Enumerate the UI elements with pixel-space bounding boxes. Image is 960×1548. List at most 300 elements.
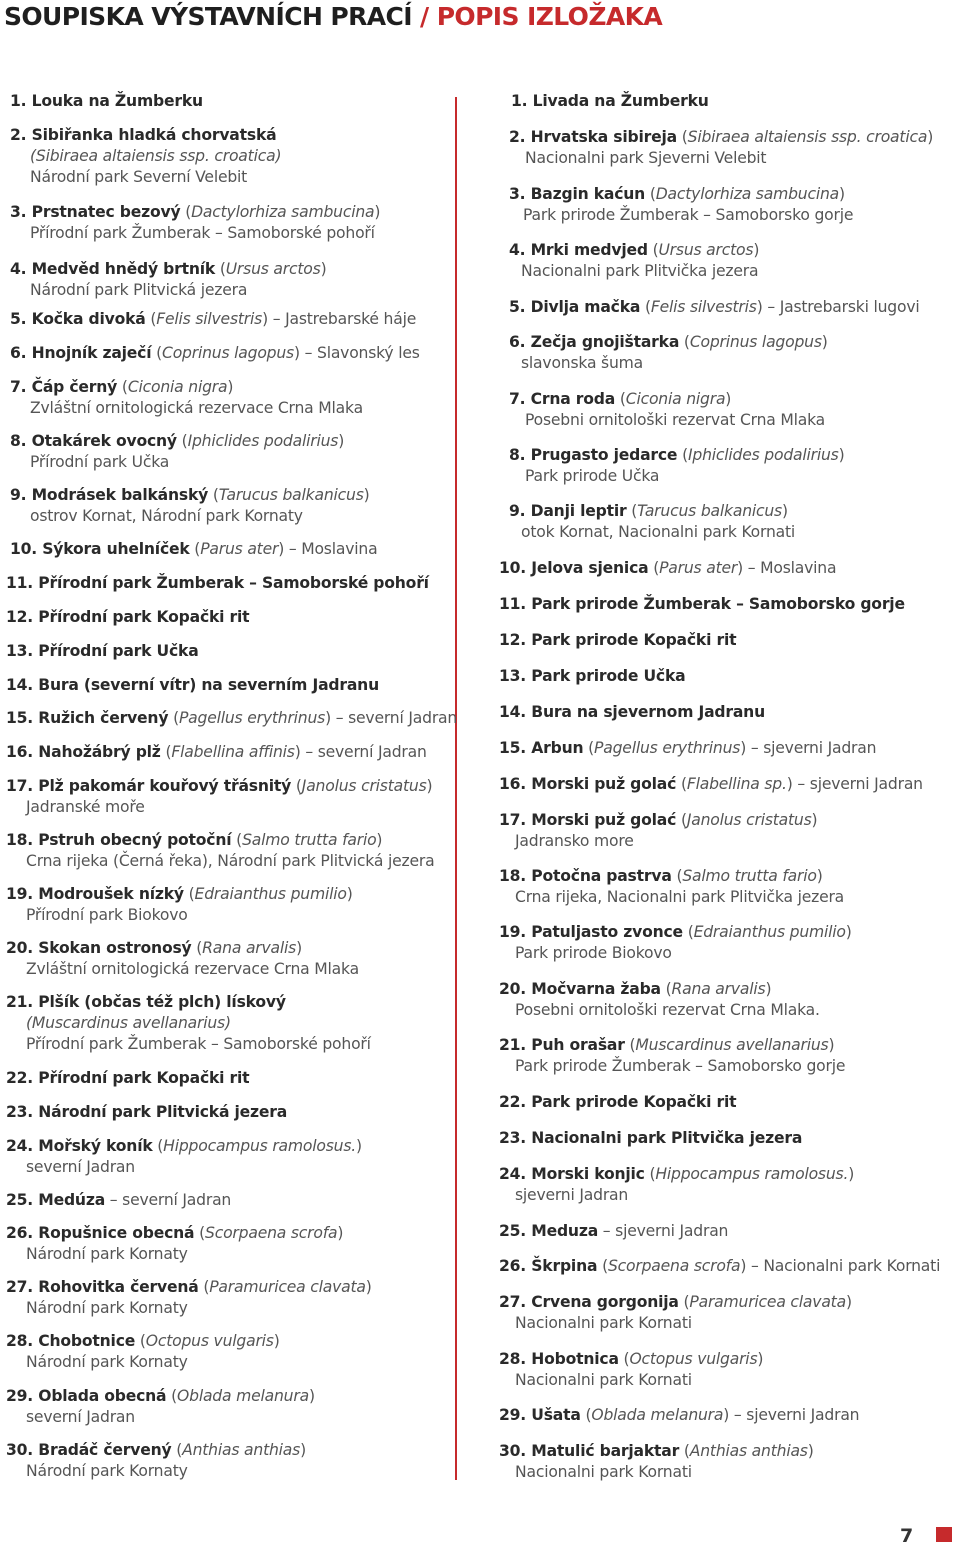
item-number: 26. bbox=[499, 1257, 527, 1275]
latin-name: Oblada melanura bbox=[177, 1387, 309, 1405]
item-detail: Zvláštní ornitologická rezervace Crna Mlaka bbox=[30, 399, 363, 417]
item-name: Škrpina bbox=[531, 1257, 598, 1275]
item-title bbox=[499, 559, 648, 577]
cz-item-10 bbox=[10, 538, 377, 560]
item-name: Medúza bbox=[38, 1191, 106, 1209]
latin-name-wrapper: (Anthias anthias) bbox=[683, 1442, 814, 1460]
item-title bbox=[6, 676, 379, 694]
latin-name-wrapper: (Dactylorhiza sambucina) bbox=[649, 185, 845, 203]
latin-name-wrapper: (Rana arvalis) bbox=[196, 939, 302, 957]
hr-item-16 bbox=[499, 773, 923, 795]
hr-item-20 bbox=[499, 978, 771, 1000]
item-title bbox=[509, 241, 648, 259]
item-name: Chobotnice bbox=[38, 1332, 136, 1350]
item-detail: (Muscardinus avellanarius) bbox=[26, 1014, 231, 1032]
item-number: 21. bbox=[499, 1036, 527, 1054]
item-number: 27. bbox=[499, 1293, 527, 1311]
item-title bbox=[10, 203, 180, 221]
hr-item-11 bbox=[499, 593, 905, 615]
hr-item-1 bbox=[511, 90, 709, 112]
latin-name-wrapper: (Tarucus balkanicus) bbox=[212, 486, 370, 504]
item-title bbox=[509, 446, 677, 464]
item-detail: severní Jadran bbox=[26, 1408, 135, 1426]
item-number: 25. bbox=[499, 1222, 527, 1240]
item-detail: Crna rijeka, Nacionalni park Plitvička jezera bbox=[515, 888, 845, 906]
latin-name-wrapper: (Salmo trutta fario) bbox=[676, 867, 823, 885]
latin-name: Octopus vulgaris bbox=[145, 1332, 274, 1350]
item-name: Potočna pastrva bbox=[531, 867, 672, 885]
item-title bbox=[6, 1224, 194, 1242]
item-name: Pstruh obecný potoční bbox=[38, 831, 232, 849]
hr-item-8 bbox=[509, 444, 845, 466]
item-name: Otakárek ovocný bbox=[31, 432, 177, 450]
item-number: 19. bbox=[499, 923, 527, 941]
hr-item-13 bbox=[499, 665, 685, 687]
item-title bbox=[10, 310, 146, 328]
item-detail: Národní park Kornaty bbox=[26, 1462, 188, 1480]
item-number: 15. bbox=[499, 739, 527, 757]
latin-name-wrapper: (Octopus vulgaris) bbox=[139, 1332, 280, 1350]
item-name: Arbun bbox=[531, 739, 584, 757]
item-name: Patuljasto zvonce bbox=[531, 923, 683, 941]
cz-item-7 bbox=[10, 376, 233, 398]
latin-name: Coprinus lagopus bbox=[162, 344, 294, 362]
item-detail: otok Kornat, Nacionalni park Kornati bbox=[521, 523, 796, 541]
latin-name: Anthias anthias bbox=[689, 1442, 808, 1460]
item-number: 6. bbox=[509, 333, 526, 351]
item-number: 23. bbox=[499, 1129, 527, 1147]
item-location-inline: – Nacionalni park Kornati bbox=[750, 1257, 941, 1275]
item-detail: Park prirode Žumberak – Samoborsko gorje bbox=[515, 1057, 846, 1075]
latin-name-wrapper: (Felis silvestris) bbox=[644, 298, 763, 316]
hr-item-4 bbox=[509, 239, 759, 261]
item-number: 10. bbox=[10, 540, 38, 558]
hr-item-5 bbox=[509, 296, 920, 318]
item-detail: Jadransko more bbox=[515, 832, 634, 850]
item-name: Sýkora uhelníček bbox=[42, 540, 190, 558]
item-name: Plž pakomár kouřový třásnitý bbox=[38, 777, 292, 795]
item-title bbox=[6, 1387, 166, 1405]
item-number: 24. bbox=[499, 1165, 527, 1183]
item-name: Crna roda bbox=[530, 390, 616, 408]
item-title bbox=[10, 344, 151, 362]
item-number: 14. bbox=[499, 703, 527, 721]
item-title bbox=[6, 831, 231, 849]
item-name: Mořský koník bbox=[38, 1137, 153, 1155]
item-title bbox=[499, 1165, 645, 1183]
latin-name: Dactylorhiza sambucina bbox=[191, 203, 375, 221]
item-number: 1. bbox=[10, 92, 27, 110]
item-location-inline: – Jastrebarski lugovi bbox=[767, 298, 920, 316]
latin-name: Flabellina affinis bbox=[171, 743, 295, 761]
item-title bbox=[10, 432, 177, 450]
latin-name: Octopus vulgaris bbox=[629, 1350, 758, 1368]
item-name: Zečja gnojištarka bbox=[530, 333, 680, 351]
item-title bbox=[6, 1103, 287, 1121]
item-name: Skokan ostronosý bbox=[38, 939, 192, 957]
item-number: 20. bbox=[6, 939, 34, 957]
cz-item-18 bbox=[6, 829, 382, 851]
hr-item-18 bbox=[499, 865, 823, 887]
item-title bbox=[6, 574, 429, 592]
item-title bbox=[499, 1442, 679, 1460]
cz-item-8 bbox=[10, 430, 344, 452]
item-title bbox=[6, 1332, 135, 1350]
item-number: 7. bbox=[10, 378, 27, 396]
item-title bbox=[499, 1293, 679, 1311]
item-name: Park prirode Kopački rit bbox=[531, 631, 737, 649]
item-title bbox=[499, 1129, 802, 1147]
latin-name: Janolus cristatus bbox=[301, 777, 427, 795]
item-number: 20. bbox=[499, 980, 527, 998]
item-name: Přírodní park Žumberak – Samoborské pohoří bbox=[38, 574, 429, 592]
item-number: 9. bbox=[509, 502, 526, 520]
item-location-inline: – sjeverni Jadran bbox=[602, 1222, 729, 1240]
item-detail: Posebni ornitološki rezervat Crna Mlaka. bbox=[515, 1001, 820, 1019]
item-detail: Nacionalni park Plitvička jezera bbox=[521, 262, 759, 280]
item-name: Močvarna žaba bbox=[531, 980, 661, 998]
hr-item-17 bbox=[499, 809, 817, 831]
item-title bbox=[6, 709, 168, 727]
item-title bbox=[509, 390, 615, 408]
cz-item-21 bbox=[6, 991, 286, 1013]
latin-name-wrapper: (Ursus arctos) bbox=[652, 241, 760, 259]
item-title bbox=[6, 777, 291, 795]
item-detail: sjeverni Jadran bbox=[515, 1186, 629, 1204]
cz-item-3 bbox=[10, 201, 380, 223]
item-name: Nahožábrý plž bbox=[38, 743, 161, 761]
item-detail: Nacionalni park Kornati bbox=[515, 1314, 692, 1332]
item-number: 24. bbox=[6, 1137, 34, 1155]
item-number: 30. bbox=[499, 1442, 527, 1460]
latin-name-wrapper: (Octopus vulgaris) bbox=[623, 1350, 764, 1368]
red-square-marker bbox=[936, 1527, 952, 1542]
latin-name-wrapper: (Parus ater) bbox=[653, 559, 743, 577]
item-title bbox=[499, 980, 661, 998]
latin-name-wrapper: (Janolus cristatus) bbox=[295, 777, 433, 795]
latin-name: Coprinus lagopus bbox=[689, 333, 822, 351]
latin-name-wrapper: (Ursus arctos) bbox=[219, 260, 327, 278]
item-name: Crvena gorgonija bbox=[531, 1293, 679, 1311]
item-detail: Nacionalni park Kornati bbox=[515, 1371, 692, 1389]
item-name: Morski puž golać bbox=[531, 811, 677, 829]
cz-item-17 bbox=[6, 775, 432, 797]
hr-item-22 bbox=[499, 1091, 736, 1113]
item-name: Puh orašar bbox=[531, 1036, 625, 1054]
cz-item-22 bbox=[6, 1067, 249, 1089]
cz-item-16 bbox=[6, 741, 427, 763]
item-title bbox=[499, 775, 676, 793]
hr-item-19 bbox=[499, 921, 852, 943]
latin-name: Ursus arctos bbox=[658, 241, 754, 259]
item-title bbox=[499, 1350, 619, 1368]
item-number: 4. bbox=[509, 241, 526, 259]
item-location-inline: – Slavonský les bbox=[304, 344, 420, 362]
item-number: 25. bbox=[6, 1191, 34, 1209]
item-title bbox=[10, 260, 215, 278]
item-title bbox=[6, 939, 192, 957]
item-title bbox=[511, 92, 709, 110]
item-title bbox=[499, 739, 583, 757]
latin-name-wrapper: (Tarucus balkanicus) bbox=[631, 502, 788, 520]
item-title bbox=[499, 1093, 736, 1111]
latin-name: Pagellus erythrinus bbox=[178, 709, 326, 727]
item-title bbox=[499, 923, 683, 941]
latin-name-wrapper: (Scorpaena scrofa) bbox=[199, 1224, 344, 1242]
item-name: Morski puž golać bbox=[531, 775, 677, 793]
item-detail: Zvláštní ornitologická rezervace Crna Mlaka bbox=[26, 960, 359, 978]
hr-item-27 bbox=[499, 1291, 852, 1313]
latin-name-wrapper: (Oblada melanura) bbox=[585, 1406, 730, 1424]
item-number: 23. bbox=[6, 1103, 34, 1121]
item-location-inline: – sjeverni Jadran bbox=[733, 1406, 860, 1424]
cz-item-4 bbox=[10, 258, 326, 280]
cz-item-14 bbox=[6, 674, 379, 696]
hr-item-21 bbox=[499, 1034, 834, 1056]
hr-item-10 bbox=[499, 557, 836, 579]
item-number: 14. bbox=[6, 676, 34, 694]
item-name: Louka na Žumberku bbox=[31, 92, 203, 110]
latin-name-wrapper: (Sibiraea altaiensis ssp. croatica) bbox=[681, 128, 934, 146]
item-title bbox=[499, 667, 685, 685]
latin-name: Tarucus balkanicus bbox=[637, 502, 782, 520]
item-name: Bura (severní vítr) na severním Jadranu bbox=[38, 676, 379, 694]
latin-name-wrapper: (Janolus cristatus) bbox=[680, 811, 818, 829]
item-number: 19. bbox=[6, 885, 34, 903]
latin-name: Salmo trutta fario bbox=[242, 831, 377, 849]
item-location-inline: – severní Jadran bbox=[305, 743, 427, 761]
item-number: 13. bbox=[6, 642, 34, 660]
latin-name: Pagellus erythrinus bbox=[594, 739, 741, 757]
cz-item-15 bbox=[6, 707, 457, 729]
item-title bbox=[499, 1257, 597, 1275]
item-name: Prugasto jedarce bbox=[530, 446, 678, 464]
latin-name: Parus ater bbox=[659, 559, 738, 577]
item-title bbox=[499, 595, 905, 613]
item-number: 28. bbox=[6, 1332, 34, 1350]
item-detail: Přírodní park Učka bbox=[30, 453, 170, 471]
item-name: Plšík (občas též plch) lískový bbox=[38, 993, 286, 1011]
cz-item-23 bbox=[6, 1101, 287, 1123]
item-number: 11. bbox=[6, 574, 34, 592]
hr-item-2 bbox=[509, 126, 933, 148]
item-name: Park prirode Kopački rit bbox=[531, 1093, 737, 1111]
item-title bbox=[6, 1278, 199, 1296]
cz-item-5 bbox=[10, 308, 416, 330]
item-title bbox=[10, 378, 117, 396]
hr-item-6 bbox=[509, 331, 828, 353]
latin-name-wrapper: (Ciconia nigra) bbox=[619, 390, 732, 408]
cz-item-13 bbox=[6, 640, 199, 662]
item-location-inline: – severní Jadran bbox=[109, 1191, 232, 1209]
hr-item-9 bbox=[509, 500, 788, 522]
item-number: 8. bbox=[10, 432, 27, 450]
page-number: 7 bbox=[900, 1525, 914, 1547]
item-title bbox=[509, 298, 640, 316]
item-title bbox=[10, 92, 203, 110]
cz-item-2 bbox=[10, 124, 276, 146]
item-name: Modroušek nízký bbox=[38, 885, 184, 903]
latin-name-wrapper: (Coprinus lagopus) bbox=[683, 333, 828, 351]
item-name: Bradáč červený bbox=[38, 1441, 172, 1459]
item-detail: severní Jadran bbox=[26, 1158, 135, 1176]
item-location-inline: – Moslavina bbox=[747, 559, 837, 577]
latin-name-wrapper: (Coprinus lagopus) bbox=[156, 344, 300, 362]
item-number: 21. bbox=[6, 993, 34, 1011]
cz-item-28 bbox=[6, 1330, 280, 1352]
item-number: 29. bbox=[499, 1406, 527, 1424]
item-title bbox=[10, 540, 190, 558]
latin-name-wrapper: (Edraianthus pumilio) bbox=[687, 923, 852, 941]
item-number: 28. bbox=[499, 1350, 527, 1368]
item-number: 26. bbox=[6, 1224, 34, 1242]
item-number: 29. bbox=[6, 1387, 34, 1405]
item-name: Oblada obecná bbox=[38, 1387, 167, 1405]
item-name: Rohovitka červená bbox=[38, 1278, 199, 1296]
latin-name: Paramuricea clavata bbox=[209, 1278, 366, 1296]
item-detail: Nacionalni park Sjeverni Velebit bbox=[525, 149, 767, 167]
item-title bbox=[499, 867, 672, 885]
item-name: Bazgin kaćun bbox=[530, 185, 646, 203]
item-number: 11. bbox=[499, 595, 527, 613]
item-detail: Park prirode Žumberak – Samoborsko gorje bbox=[523, 206, 854, 224]
latin-name: Hippocampus ramolosus. bbox=[655, 1165, 849, 1183]
item-name: Bura na sjevernom Jadranu bbox=[531, 703, 765, 721]
cz-item-6 bbox=[10, 342, 420, 364]
item-title bbox=[509, 128, 677, 146]
item-location-inline: – sjeverni Jadran bbox=[750, 739, 877, 757]
item-detail: Národní park Kornaty bbox=[26, 1353, 188, 1371]
latin-name-wrapper: (Muscardinus avellanarius) bbox=[629, 1036, 835, 1054]
item-detail: Národní park Plitvická jezera bbox=[30, 281, 248, 299]
item-number: 5. bbox=[10, 310, 27, 328]
item-name: Přírodní park Učka bbox=[38, 642, 199, 660]
latin-name: Iphiclides podalirius bbox=[187, 432, 339, 450]
item-number: 15. bbox=[6, 709, 34, 727]
cz-item-11 bbox=[6, 572, 429, 594]
item-detail: Jadranské moře bbox=[26, 798, 145, 816]
item-name: Hrvatska sibireja bbox=[530, 128, 677, 146]
title-croatian: POPIS IZLOŽAKA bbox=[436, 2, 663, 31]
latin-name-wrapper: (Oblada melanura) bbox=[171, 1387, 315, 1405]
hr-item-30 bbox=[499, 1440, 814, 1462]
item-detail: Park prirode Učka bbox=[525, 467, 660, 485]
latin-name: Iphiclides podalirius bbox=[687, 446, 839, 464]
latin-name-wrapper: (Iphiclides podalirius) bbox=[181, 432, 345, 450]
item-title bbox=[6, 885, 184, 903]
item-name: Čáp černý bbox=[31, 378, 118, 396]
item-title bbox=[509, 185, 645, 203]
item-detail: Posebni ornitološki rezervat Crna Mlaka bbox=[525, 411, 826, 429]
latin-name: Edraianthus pumilio bbox=[194, 885, 347, 903]
item-title bbox=[6, 1137, 153, 1155]
latin-name: Ciconia nigra bbox=[127, 378, 228, 396]
item-number: 5. bbox=[509, 298, 526, 316]
latin-name: Janolus cristatus bbox=[686, 811, 812, 829]
latin-name-wrapper: (Flabellina affinis) bbox=[165, 743, 301, 761]
item-name: Modrásek balkánský bbox=[31, 486, 209, 504]
item-number: 3. bbox=[509, 185, 526, 203]
latin-name: Oblada melanura bbox=[591, 1406, 724, 1424]
item-detail: (Sibiraea altaiensis ssp. croatica) bbox=[30, 147, 282, 165]
item-name: Hnojník zaječí bbox=[31, 344, 152, 362]
latin-name: Ursus arctos bbox=[225, 260, 321, 278]
latin-name: Paramuricea clavata bbox=[689, 1293, 846, 1311]
item-number: 17. bbox=[6, 777, 34, 795]
item-number: 1. bbox=[511, 92, 528, 110]
latin-name-wrapper: (Ciconia nigra) bbox=[121, 378, 234, 396]
item-detail: Národní park Kornaty bbox=[26, 1299, 188, 1317]
cz-item-12 bbox=[6, 606, 249, 628]
item-name: Divlja mačka bbox=[530, 298, 641, 316]
cz-item-24 bbox=[6, 1135, 362, 1157]
latin-name-wrapper: (Edraianthus pumilio) bbox=[188, 885, 353, 903]
latin-name-wrapper: (Felis silvestris) bbox=[150, 310, 268, 328]
item-number: 18. bbox=[6, 831, 34, 849]
cz-item-27 bbox=[6, 1276, 372, 1298]
item-title bbox=[499, 631, 736, 649]
cz-item-1 bbox=[10, 90, 203, 112]
latin-name-wrapper: (Hippocampus ramolosus.) bbox=[649, 1165, 855, 1183]
item-title bbox=[499, 703, 765, 721]
item-name: Danji leptir bbox=[530, 502, 627, 520]
item-title bbox=[6, 743, 161, 761]
item-title bbox=[499, 1406, 581, 1424]
item-name: Mrki medvjed bbox=[530, 241, 648, 259]
item-detail: ostrov Kornat, Národní park Kornaty bbox=[30, 507, 303, 525]
item-detail: Nacionalni park Kornati bbox=[515, 1463, 692, 1481]
latin-name: Parus ater bbox=[200, 540, 279, 558]
latin-name: Hippocampus ramolosus. bbox=[163, 1137, 357, 1155]
latin-name: Tarucus balkanicus bbox=[218, 486, 364, 504]
item-name: Jelova sjenica bbox=[531, 559, 649, 577]
item-title bbox=[6, 993, 286, 1011]
item-detail: Přírodní park Žumberak – Samoborské pohoří bbox=[30, 224, 375, 242]
latin-name: Felis silvestris bbox=[156, 310, 263, 328]
latin-name-wrapper: (Flabellina sp.) bbox=[680, 775, 793, 793]
item-detail: Crna rijeka (Černá řeka), Národní park Plitvická jezera bbox=[26, 852, 435, 870]
item-detail: slavonska šuma bbox=[521, 354, 644, 372]
item-name: Livada na Žumberku bbox=[532, 92, 709, 110]
item-location-inline: – sjeverni Jadran bbox=[797, 775, 923, 793]
latin-name-wrapper: (Paramuricea clavata) bbox=[683, 1293, 852, 1311]
item-name: Přírodní park Kopački rit bbox=[38, 1069, 250, 1087]
latin-name: Scorpaena scrofa bbox=[205, 1224, 338, 1242]
item-number: 10. bbox=[499, 559, 527, 577]
cz-item-29 bbox=[6, 1385, 315, 1407]
cz-item-26 bbox=[6, 1222, 343, 1244]
item-number: 2. bbox=[10, 126, 27, 144]
item-name: Morski konjic bbox=[531, 1165, 645, 1183]
latin-name-wrapper: (Dactylorhiza sambucina) bbox=[185, 203, 381, 221]
item-number: 2. bbox=[509, 128, 526, 146]
item-name: Park prirode Učka bbox=[531, 667, 686, 685]
item-detail-extra: Přírodní park Žumberak – Samoborské pohoří bbox=[26, 1035, 371, 1053]
item-name: Meduza bbox=[531, 1222, 599, 1240]
item-name: Prstnatec bezový bbox=[31, 203, 181, 221]
item-number: 13. bbox=[499, 667, 527, 685]
item-name: Matulić barjaktar bbox=[531, 1442, 680, 1460]
item-title bbox=[499, 1036, 625, 1054]
hr-item-23 bbox=[499, 1127, 802, 1149]
item-number: 27. bbox=[6, 1278, 34, 1296]
title-separator: / bbox=[411, 2, 437, 31]
item-number: 22. bbox=[6, 1069, 34, 1087]
item-number: 12. bbox=[6, 608, 34, 626]
latin-name-wrapper: (Salmo trutta fario) bbox=[236, 831, 383, 849]
latin-name: Scorpaena scrofa bbox=[607, 1257, 741, 1275]
item-number: 3. bbox=[10, 203, 27, 221]
